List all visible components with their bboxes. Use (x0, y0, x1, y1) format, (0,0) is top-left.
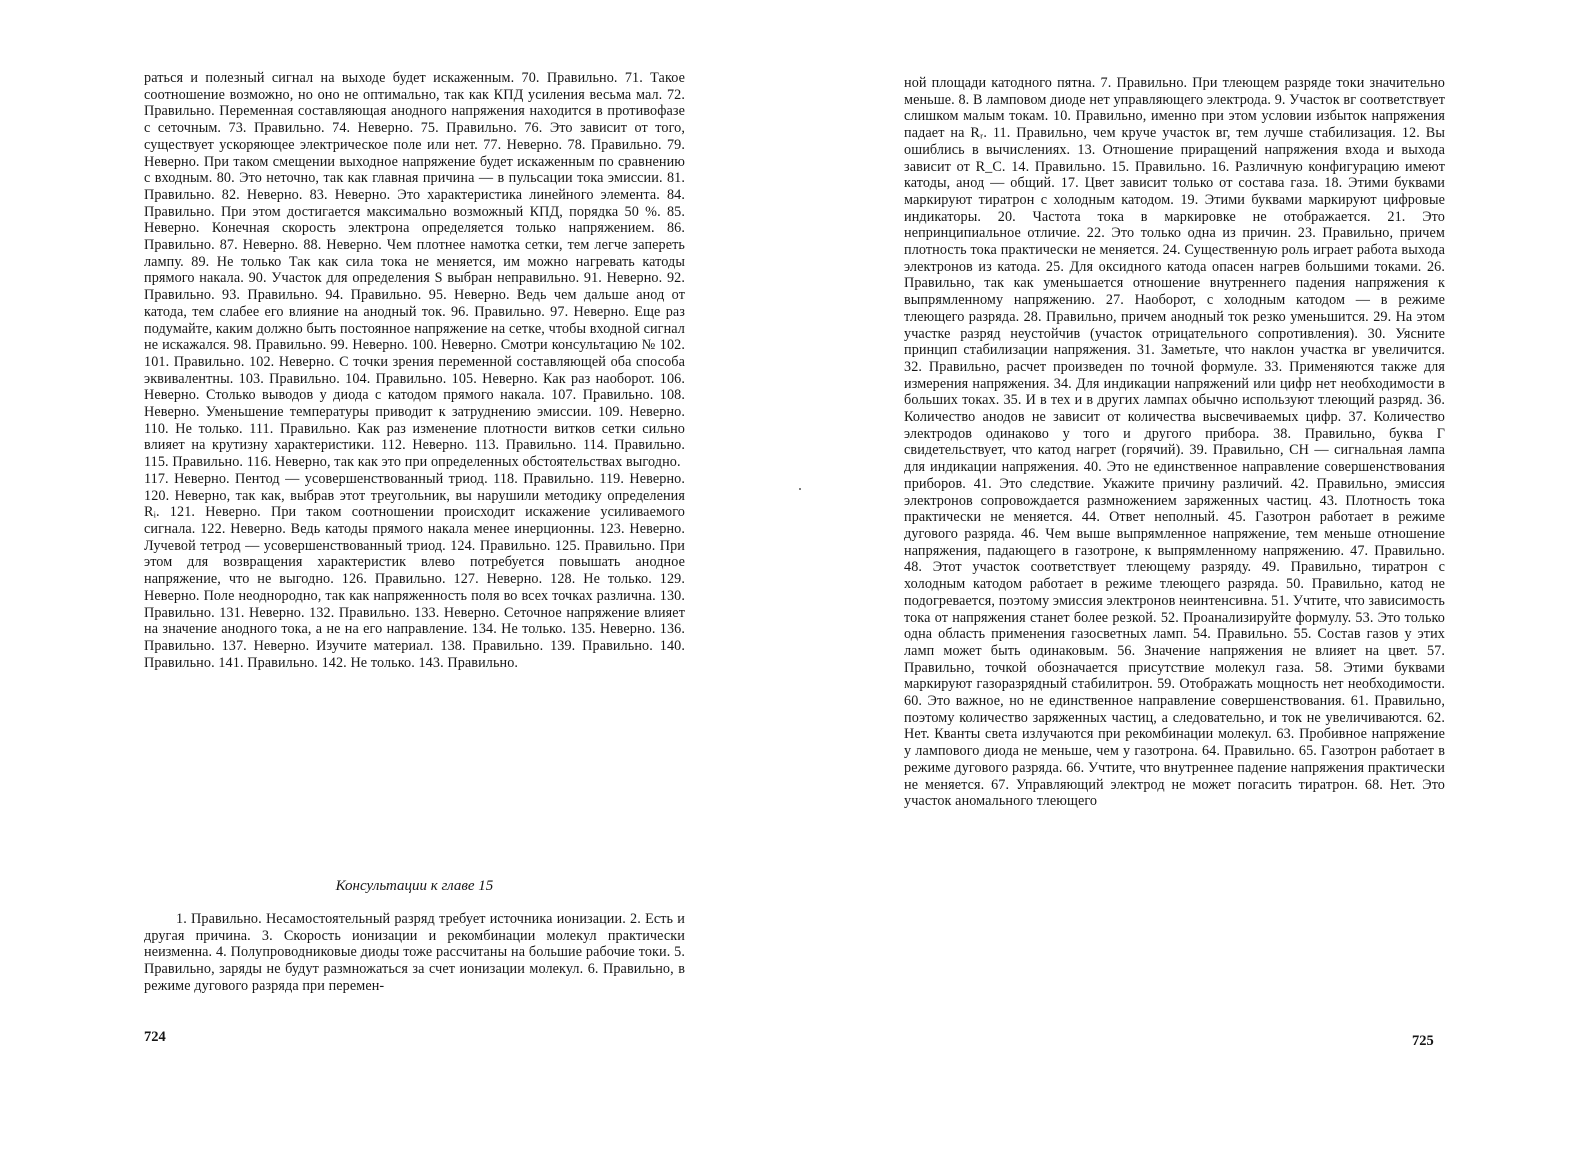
answers-paragraph-117-143: 117. Неверно. Пентод — усовершенствованный триод. 118. Правильно. 119. Неверно. 120. Неверно, так как, выбрав этот треугольник, вы нарушили методику определения Rᵢ. 121. Неверно. При таком соотношении происходит искажение усиливаемого сигнала. 122. Неверно. Ведь катоды прямого накала менее инерционны. 123. Неверно. Лучевой тетрод — усовершенствованный триод. 124. Правильно. 125. Правильно. При этом для возвращения характеристик влево потребуется повышать анодное напряжение, что не выгодно. 126. Правильно. 127. Неверно. 128. Не только. 129. Неверно. Поле неоднородно, так как напряженность поля во всех точках различна. 130. Правильно. 131. Неверно. 132. Правильно. 133. Неверно. Сеточное напряжение влияет на значение анодного тока, а не на его направление. 134. Не только. 135. Неверно. 136. Правильно. 137. Неверно. Изучите материал. 138. Правильно. 139. Правильно. 140. Правильно. 141. Правильно. 142. Не только. 143. Правильно. (144, 470, 685, 671)
chapter-15-answers-start (144, 911, 685, 995)
scan-speck (799, 488, 801, 490)
page-number-left: 724 (144, 1029, 166, 1045)
left-answers-block (144, 70, 685, 671)
answers-paragraph-6-68: ной площади катодного пятна. 7. Правильно. При тлеющем разряде токи значительно меньше. 8. В ламповом диоде нет управляющего электрода. 9. Участок вг соответствует слишком малым токам. 10. Правильно, именно при этом условии избыток напряжения падает на Rᵣ. 11. Правильно, чем круче участок вг, тем лучше стабилизация. 12. Вы ошиблись в вычислениях. 13. Отношение приращений напряжения входа и выхода зависит от R_C. 14. Правильно. 15. Правильно. 16. Различную конфигурацию имеют катоды, анод — общий. 17. Цвет зависит только от состава газа. 18. Этими буквами маркируют тиратрон с холодным катодом. 19. Этими буквами маркируют цифровые индикаторы. 20. Частота тока в маркировке не отображается. 21. Это непринципиальное отличие. 22. Это только одна из причин. 23. Правильно, причем плотность тока практически не меняется. 24. Существенную роль играет работа выхода электронов из катода. 25. Для оксидного катода опасен нагрев большими токами. 26. Правильно, так как уменьшается отношение внутреннего падения напряжения к выпрямленному напряжению. 27. Наоборот, с холодным катодом — в режиме тлеющего разряда. 28. Правильно, причем анодный ток резко уменьшится. 29. На этом участке разряд неустойчив (участок отрицательного сопротивления). 30. Уясните принцип стабилизации напряжения. 31. Заметьте, что наклон участка вг увеличится. 32. Правильно, расчет произведен по точной формуле. 33. Применяются также для измерения напряжения. 34. Для индикации напряжений или цифр нет необходимости в больших токах. 35. И в тех и в других лампах обычно используют тлеющий разряд. 36. Количество анодов не зависит от количества высвечиваемых цифр. 37. Количество электродов одинаково у того и другого прибора. 38. Правильно, буква Г свидетельствует, что катод нагрет (горячий). 39. Правильно, СН — сигнальная лампа для индикации напряжения. 40. Это не единственное направление совершенствования приборов. 41. Это следствие. Укажите причину различий. 42. Правильно, эмиссия электронов сопровождается размножением заряженных частиц. 43. Плотность тока практически не меняется. 44. Ответ неполный. 45. Газотрон работает в режиме дугового разряда. 46. Чем выше выпрямленное напряжение, тем меньше отношение напряжения, падающего в газотроне, к выпрямленному напряжению. 47. Правильно. 48. Этот участок соответствует тлеющему разряду. 49. Правильно, тиратрон с холодным катодом работает в режиме тлеющего разряда. 50. Правильно, катод не подогревается, поэтому эмиссия электронов неинтенсивна. 51. Учтите, что зависимость тока от напряжения станет более резкой. 52. Проанализируйте формулу. 53. Это только одна область применения газосветных ламп. 54. Правильно. 55. Состав газов у этих ламп может быть одинаковым. 56. Значение напряжения не влияет на цвет. 57. Правильно, точкой обозначается присутствие молекул газа. 58. Этими буквами маркируют газоразрядный стабилитрон. 59. Отображать мощность нет необходимости. 60. Это важное, но не единственное направление совершенствования. 61. Правильно, поэтому количество заряженных частиц, а следовательно, и ток не увеличиваются. 62. Нет. Кванты света излучаются при рекомбинации молекул. 63. Пробивное напряжение у лампового диода не меньше, чем у газотрона. 64. Правильно. 65. Газотрон работает в режиме дугового разряда. 66. Учтите, что внутреннее падение напряжения практически не меняется. 67. Управляющий электрод не может погасить тиратрон. 68. Нет. Это участок аномального тлеющего (904, 75, 1445, 810)
answers-paragraph-70-116: раться и полезный сигнал на выходе будет искаженным. 70. Правильно. 71. Такое соотношение возможно, но оно не оптимально, так как КПД усиления весьма мал. 72. Правильно. Переменная составляющая анодного напряжения находится в противофазе с сеточным. 73. Правильно. 74. Неверно. 75. Правильно. 76. Это зависит от того, существует ускоряющее электрическое поле или нет. 77. Неверно. 78. Правильно. 79. Неверно. При таком смещении выходное напряжение будет искаженным по сравнению с входным. 80. Это неточно, так как главная причина — в пульсации тока эмиссии. 81. Правильно. 82. Неверно. 83. Неверно. Это характеристика линейного элемента. 84. Правильно. При этом достигается максимально возможный КПД, порядка 50 %. 85. Неверно. Конечная скорость электрона определяется только напряжением. 86. Правильно. 87. Неверно. 88. Неверно. Чем плотнее намотка сетки, тем легче запереть лампу. 89. Не только Так как сила тока не меняется, им можно нагревать катоды прямого накала. 90. Участок для определения S выбран неправильно. 91. Неверно. 92. Правильно. 93. Правильно. 94. Правильно. 95. Неверно. Ведь чем дальше анод от катода, тем слабее его влияние на анодный ток. 96. Правильно. 97. Неверно. Еще раз подумайте, каким должно быть постоянное напряжение на сетке, чтобы входной сигнал не искажался. 98. Правильно. 99. Неверно. 100. Неверно. Смотри консультацию № 102. 101. Правильно. 102. Неверно. С точки зрения переменной составляющей оба способа эквивалентны. 103. Правильно. 104. Правильно. 105. Неверно. Как раз наоборот. 106. Неверно. Столько выводов у диода с катодом прямого накала. 107. Правильно. 108. Неверно. Уменьшение температуры приводит к затруднению эмиссии. 109. Неверно. 110. Не только. 111. Правильно. Как раз изменение плотности витков сетки сильно влияет на крутизну характеристики. 112. Неверно. 113. Правильно. 114. Правильно. 115. Правильно. 116. Неверно, так как это при определенных обстоятельствах выгодно. (144, 70, 685, 471)
answers-paragraph-1-6: 1. Правильно. Несамостоятельный разряд требует источника ионизации. 2. Есть и другая причина. 3. Скорость ионизации и рекомбинации молекул практически неизменна. 4. Полупроводниковые диоды тоже рассчитаны на большие рабочие токи. 5. Правильно, заряды не будут размножаться за счет ионизации молекул. 6. Правильно, в режиме дугового разряда при перемен- (144, 911, 685, 994)
right-answers-block (904, 75, 1445, 810)
section-heading: Консультации к главе 15 (335, 878, 494, 894)
right-page (791, 0, 1582, 1153)
page-number-right: 725 (1412, 1033, 1434, 1049)
